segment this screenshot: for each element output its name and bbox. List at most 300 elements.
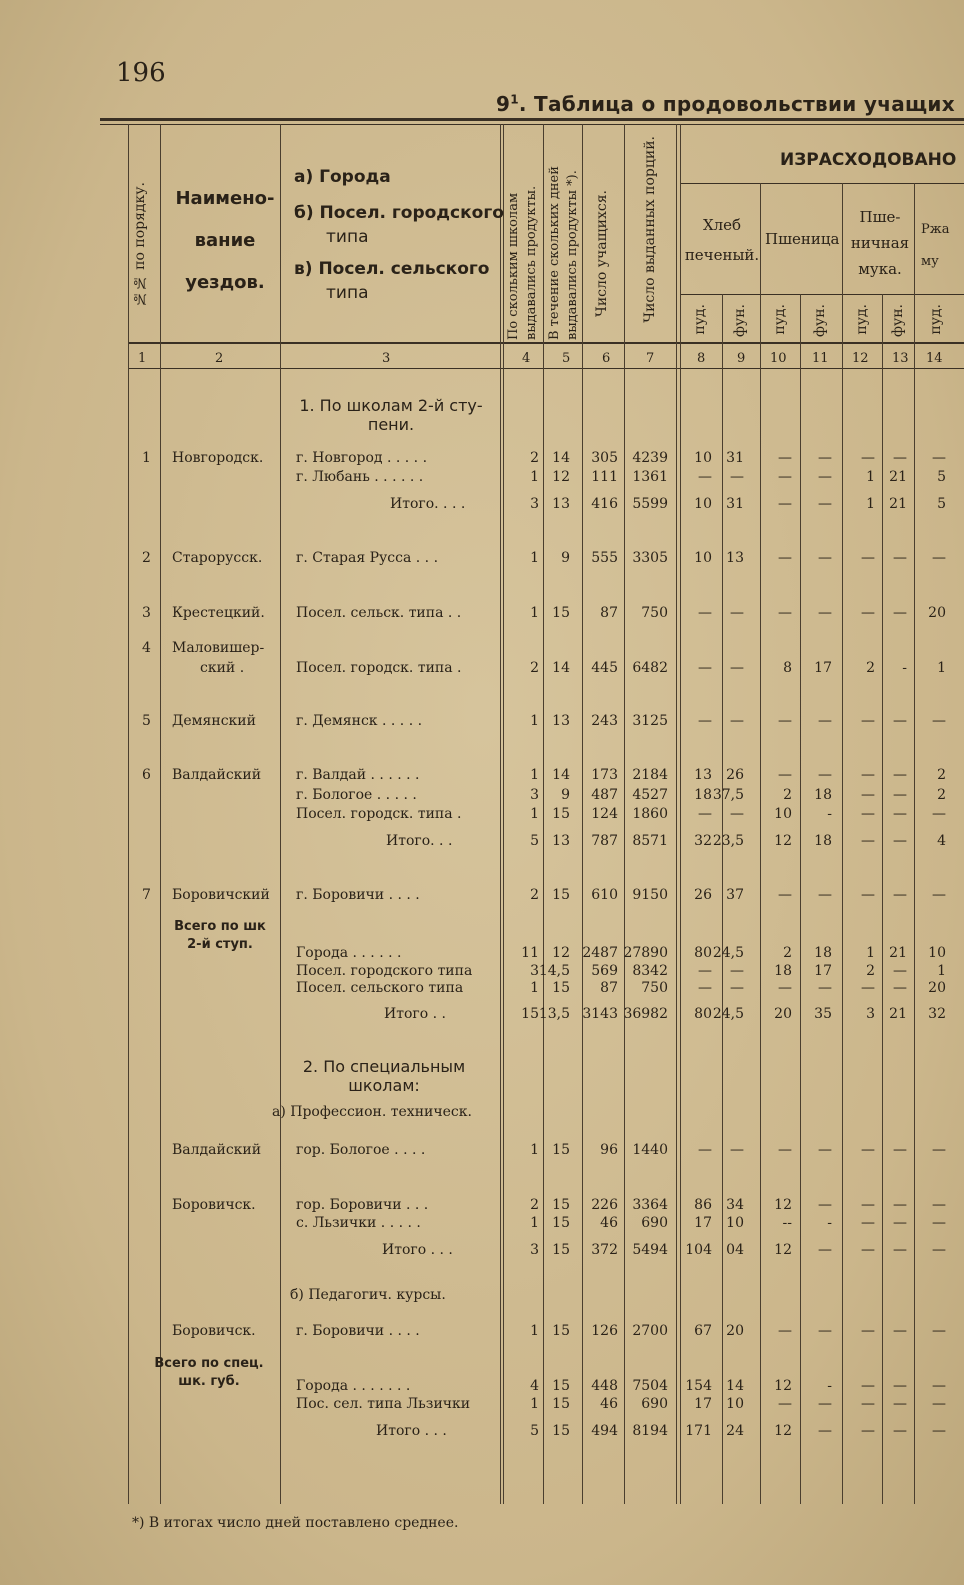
table-row: [0, 660, 964, 678]
cell-c8: 17: [694, 1396, 712, 1412]
cell-c11: —: [818, 980, 832, 996]
table-row: [0, 1323, 964, 1341]
top-rule: [100, 118, 964, 121]
cell-c5: 15: [552, 980, 570, 996]
cell-c8: 171: [685, 1423, 712, 1439]
cell-c5: 15: [552, 887, 570, 903]
cell-c12: —: [861, 1142, 875, 1158]
table-row: [0, 1142, 964, 1160]
cell-c5: 15: [552, 605, 570, 621]
cell-c11: —: [818, 1323, 832, 1339]
table-row: [0, 1378, 964, 1396]
spent-rule: [680, 183, 964, 184]
cell-c14: 4: [937, 833, 946, 849]
cell-c12: —: [861, 1323, 875, 1339]
footnote: *) В итогах число дней поставлено среднее.: [132, 1515, 459, 1531]
table-number: 9: [496, 92, 511, 116]
cell-c10: --: [782, 1215, 792, 1231]
cell-c14: 20: [928, 980, 946, 996]
cell-c4: 3: [530, 963, 539, 979]
cell-c6: 448: [591, 1378, 618, 1394]
cell-c4: 1: [530, 550, 539, 566]
cell-c8: 32: [694, 833, 712, 849]
cell-c5: 13: [552, 833, 570, 849]
colnum: 14: [926, 351, 943, 366]
cell-c7: 1361: [632, 469, 668, 485]
cell-c8: —: [698, 469, 712, 485]
cell-c10: 12: [774, 1197, 792, 1213]
cell-c9: 26: [726, 767, 744, 783]
cell-c13: —: [893, 787, 907, 803]
cell-c6: 46: [600, 1396, 618, 1412]
cell-c8: 86: [694, 1197, 712, 1213]
cell-c9: 23,5: [712, 833, 744, 849]
cell-c3: гор. Бологое . . . .: [296, 1142, 426, 1158]
cell-c10: 12: [774, 1378, 792, 1394]
cell-c6: 87: [600, 980, 618, 996]
cell-c10: 2: [783, 787, 792, 803]
table-row: [0, 550, 964, 568]
cell-c4: 1: [530, 806, 539, 822]
table-row: [0, 496, 964, 514]
cell-c5: 14: [552, 660, 570, 676]
cell-c12: —: [861, 887, 875, 903]
header-wheat-flour-l2: ничная: [850, 234, 910, 252]
header-wheat-flour-l3: мука.: [858, 260, 902, 278]
header-col7: Число выданных порций.: [642, 136, 658, 323]
cell-c12: —: [861, 450, 875, 466]
cell-c14: 1: [937, 963, 946, 979]
cell-c11: 17: [814, 660, 832, 676]
cell-c6: 555: [591, 550, 618, 566]
cell-c10: —: [778, 767, 792, 783]
cell-c4: 11: [521, 945, 539, 961]
cell-c7: 8194: [632, 1423, 668, 1439]
table-row: [0, 833, 964, 851]
cell-c2: Валдайский: [172, 1142, 262, 1158]
cell-c14: —: [932, 1242, 946, 1258]
cell-c4: 3: [530, 496, 539, 512]
cell-c9: 04: [726, 1242, 744, 1258]
cell-c12: —: [861, 1215, 875, 1231]
cell-c12: —: [861, 550, 875, 566]
cell-c3: Города . . . . . . .: [296, 1378, 411, 1394]
cell-c9: 13: [726, 550, 744, 566]
unit-pud-8: пуд.: [692, 304, 708, 335]
cell-c8: 80: [694, 945, 712, 961]
colnum: 5: [562, 351, 571, 366]
cell-c3: Посел. сельск. типа . .: [296, 605, 462, 621]
cell-c12: —: [861, 1423, 875, 1439]
header-spent: ИЗРАСХОДОВАНО: [780, 150, 957, 170]
cell-c12: —: [861, 980, 875, 996]
cell-c7: 5494: [632, 1242, 668, 1258]
cell-c7: 36982: [623, 1006, 668, 1022]
cell-c2: Маловишер-: [172, 640, 265, 656]
cell-c7: 690: [641, 1396, 668, 1412]
total1-l2: 2-й ступ.: [187, 937, 253, 952]
cell-c8: —: [698, 1142, 712, 1158]
cell-c14: 2: [937, 767, 946, 783]
cell-c9: 10: [726, 1396, 744, 1412]
table-row: [0, 469, 964, 487]
cell-c11: -: [827, 1215, 832, 1231]
cell-c3: гор. Боровичи . . .: [296, 1197, 429, 1213]
table-row: [0, 980, 964, 998]
cell-c14: 5: [937, 496, 946, 512]
cell-c12: —: [861, 605, 875, 621]
table-row: [0, 605, 964, 623]
cell-c5: 15: [552, 806, 570, 822]
cell-c5: 15: [552, 1396, 570, 1412]
colnum: 3: [382, 351, 391, 366]
cell-c13: —: [893, 887, 907, 903]
cell-c10: —: [778, 605, 792, 621]
table-row: [0, 1197, 964, 1215]
cell-c8: —: [698, 963, 712, 979]
cell-c13: 21: [889, 496, 907, 512]
cell-c11: —: [818, 1423, 832, 1439]
cell-c7: 3364: [632, 1197, 668, 1213]
header-col1: №№ по порядку.: [132, 182, 148, 307]
cell-c1: 2: [142, 550, 151, 566]
cell-c3: г. Боровичи . . . .: [296, 887, 420, 903]
cell-c9: 34: [726, 1197, 744, 1213]
cell-c6: 445: [591, 660, 618, 676]
cell-c9: 37,5: [712, 787, 744, 803]
cell-c10: —: [778, 887, 792, 903]
cell-c2: Боровичск.: [172, 1197, 256, 1213]
cell-c13: —: [893, 980, 907, 996]
table-row: [0, 806, 964, 824]
cell-c3: г. Старая Русса . . .: [296, 550, 439, 566]
cell-c11: —: [818, 1142, 832, 1158]
cell-c14: —: [932, 806, 946, 822]
cell-c10: 8: [783, 660, 792, 676]
cell-c2: Демянский: [172, 713, 256, 729]
cell-c7: 8342: [632, 963, 668, 979]
cell-c4: 5: [530, 1423, 539, 1439]
cell-c13: —: [893, 806, 907, 822]
cell-c8: 104: [685, 1242, 712, 1258]
cell-c3: г. Валдай . . . . . .: [296, 767, 420, 783]
cell-c2: Крестецкий.: [172, 605, 265, 621]
cell-c7: 5599: [632, 496, 668, 512]
table-row: [0, 1396, 964, 1414]
cell-c13: —: [893, 963, 907, 979]
total2-l1: Всего по спец.: [154, 1356, 264, 1371]
cell-c3: Итого . . .: [376, 1423, 447, 1439]
cell-c8: 17: [694, 1215, 712, 1231]
cell-c11: —: [818, 496, 832, 512]
cell-c8: —: [698, 605, 712, 621]
cell-c14: 20: [928, 605, 946, 621]
cell-c6: 416: [591, 496, 618, 512]
cell-c12: 1: [866, 496, 875, 512]
cell-c2: Новгородск.: [172, 450, 264, 466]
cell-c11: 17: [814, 963, 832, 979]
cell-c3: Посел. городского типа: [296, 963, 473, 979]
cell-c2: ский .: [200, 660, 245, 676]
cell-c5: 14: [552, 767, 570, 783]
cell-c7: 6482: [632, 660, 668, 676]
unit-pud-12: пуд.: [854, 304, 870, 335]
cell-c7: 2184: [632, 767, 668, 783]
cell-c9: 24: [726, 1423, 744, 1439]
header-wheat: Пшеница: [765, 230, 840, 248]
cell-c10: —: [778, 496, 792, 512]
table-title-text: Таблица о продовольствии учащих: [534, 92, 955, 116]
cell-c10: —: [778, 980, 792, 996]
cell-c11: —: [818, 469, 832, 485]
cell-c8: —: [698, 713, 712, 729]
header-col6: Число учащихся.: [594, 190, 610, 317]
cell-c12: —: [861, 806, 875, 822]
cell-c14: —: [932, 450, 946, 466]
table-row: [0, 887, 964, 905]
cell-c10: 2: [783, 945, 792, 961]
total2-l2: шк. губ.: [178, 1374, 240, 1389]
unit-fun-11: фун.: [812, 304, 828, 337]
subsection-a: а) Профессион. техническ.: [272, 1104, 472, 1120]
cell-c11: —: [818, 550, 832, 566]
cell-c3: Пос. сел. типа Льзички: [296, 1396, 471, 1412]
cell-c7: 750: [641, 605, 668, 621]
colnum: 1: [138, 351, 147, 366]
colnum: 13: [892, 351, 909, 366]
cell-c13: —: [893, 767, 907, 783]
cell-c9: 31: [726, 450, 744, 466]
cell-c12: —: [861, 1197, 875, 1213]
cell-c4: 1: [530, 605, 539, 621]
unit-pud-14: пуд.: [928, 304, 944, 335]
cell-c5: 12: [552, 469, 570, 485]
table-row: [0, 787, 964, 805]
cell-c7: 8571: [632, 833, 668, 849]
header-col3: [294, 165, 504, 305]
table-row: [0, 713, 964, 731]
total1-l1: Всего по шк: [174, 919, 266, 934]
colnum: 12: [852, 351, 869, 366]
cell-c2: Боровичский: [172, 887, 270, 903]
cell-c5: 12: [552, 945, 570, 961]
cell-c12: —: [861, 1378, 875, 1394]
unit-fun-13: фун.: [890, 304, 906, 337]
section1-l1: 1. По школам 2-й сту-: [299, 396, 483, 415]
cell-c13: —: [893, 1323, 907, 1339]
cell-c5: 13: [552, 496, 570, 512]
cell-c9: 24,5: [712, 1006, 744, 1022]
colnum: 7: [646, 351, 655, 366]
table-row: [0, 450, 964, 468]
cell-c5: 15: [552, 1242, 570, 1258]
colnum: 6: [602, 351, 611, 366]
section-title-2: [284, 1057, 484, 1095]
header-col3-c2: типа: [326, 283, 369, 303]
table-row: [0, 1242, 964, 1260]
colnum: 2: [215, 351, 224, 366]
cell-c1: 1: [142, 450, 151, 466]
cell-c13: —: [893, 450, 907, 466]
header-wheat-flour-l1: Пше-: [859, 208, 901, 226]
cell-c14: —: [932, 550, 946, 566]
cell-c3: Посел. сельского типа: [296, 980, 464, 996]
cell-c7: 3125: [632, 713, 668, 729]
section1-l2: пени.: [367, 415, 415, 434]
cell-c6: 46: [600, 1215, 618, 1231]
cell-c6: 173: [591, 767, 618, 783]
table-row: [0, 963, 964, 981]
subsection-b: б) Педагогич. курсы.: [290, 1287, 446, 1303]
cell-c4: 15: [521, 1006, 539, 1022]
cell-c11: 35: [814, 1006, 832, 1022]
cell-c8: —: [698, 660, 712, 676]
cell-c8: —: [698, 980, 712, 996]
cell-c6: 126: [591, 1323, 618, 1339]
cell-c12: —: [861, 1242, 875, 1258]
cell-c1: 5: [142, 713, 151, 729]
cell-c12: —: [861, 787, 875, 803]
cell-c5: 9: [561, 787, 570, 803]
cell-c1: 6: [142, 767, 151, 783]
cell-c6: 111: [591, 469, 618, 485]
header-rye-l2: му: [921, 254, 939, 269]
cell-c10: —: [778, 450, 792, 466]
header-col3-c1: в) Посел. сельского: [294, 259, 490, 279]
cell-c13: —: [893, 1378, 907, 1394]
cell-c10: 12: [774, 1423, 792, 1439]
cell-c14: 1: [937, 660, 946, 676]
cell-c10: 10: [774, 806, 792, 822]
cell-c4: 1: [530, 713, 539, 729]
cell-c5: 9: [561, 550, 570, 566]
cell-c4: 1: [530, 1142, 539, 1158]
cell-c4: 1: [530, 980, 539, 996]
unit-fun-9: фун.: [732, 304, 748, 337]
cell-c2: Боровичск.: [172, 1323, 256, 1339]
cell-c14: —: [932, 1197, 946, 1213]
cell-c3: г. Боровичи . . . .: [296, 1323, 420, 1339]
cell-c5: 15: [552, 1423, 570, 1439]
cell-c14: —: [932, 1378, 946, 1394]
colnum-rule: [128, 368, 964, 369]
cell-c13: -: [902, 660, 907, 676]
cell-c6: 305: [591, 450, 618, 466]
cell-c4: 2: [530, 887, 539, 903]
cell-c3: г. Демянск . . . . .: [296, 713, 423, 729]
cell-c4: 4: [530, 1378, 539, 1394]
unit-pud-10: пуд.: [772, 304, 788, 335]
cell-c10: —: [778, 550, 792, 566]
cell-c8: 13: [694, 767, 712, 783]
cell-c14: —: [932, 1396, 946, 1412]
cell-c10: 12: [774, 1242, 792, 1258]
header-bottom-rule: [128, 342, 964, 344]
cell-c12: —: [861, 713, 875, 729]
cell-c14: 10: [928, 945, 946, 961]
header-col3-b1: б) Посел. городского: [294, 203, 504, 223]
cell-c6: 787: [591, 833, 618, 849]
header-bread-l1: Хлеб: [702, 216, 742, 234]
cell-c14: —: [932, 1323, 946, 1339]
cell-c6: 569: [591, 963, 618, 979]
cell-c12: 2: [866, 660, 875, 676]
cell-c6: 610: [591, 887, 618, 903]
cell-c4: 1: [530, 1323, 539, 1339]
cell-c4: 3: [530, 1242, 539, 1258]
table-row: [0, 1423, 964, 1441]
cell-c6: 243: [591, 713, 618, 729]
cell-c11: —: [818, 605, 832, 621]
cell-c4: 3: [530, 787, 539, 803]
cell-c12: 1: [866, 469, 875, 485]
cell-c13: 21: [889, 945, 907, 961]
cell-c6: 124: [591, 806, 618, 822]
cell-c2: Старорусск.: [172, 550, 263, 566]
header-col5: В течение скольких дней выдавались продукты *).: [547, 166, 580, 340]
table-row: [0, 767, 964, 785]
cell-c9: 14: [726, 1378, 744, 1394]
cell-c13: —: [893, 1142, 907, 1158]
cell-c9: —: [730, 963, 744, 979]
cell-c7: 690: [641, 1215, 668, 1231]
cell-c14: 32: [928, 1006, 946, 1022]
cell-c6: 494: [591, 1423, 618, 1439]
cell-c11: —: [818, 713, 832, 729]
cell-c5: 13: [552, 713, 570, 729]
header-col2-line2: вание: [194, 230, 256, 251]
cell-c4: 1: [530, 1396, 539, 1412]
cell-c13: 21: [889, 1006, 907, 1022]
cell-c9: —: [730, 980, 744, 996]
colnum: 4: [522, 351, 531, 366]
cell-c9: 37: [726, 887, 744, 903]
cell-c9: —: [730, 660, 744, 676]
cell-c6: 487: [591, 787, 618, 803]
cell-c8: 10: [694, 496, 712, 512]
header-col2-line1: Наимено-: [175, 188, 275, 209]
cell-c9: 20: [726, 1323, 744, 1339]
colnum: 11: [812, 351, 829, 366]
cell-c4: 1: [530, 767, 539, 783]
cell-c5: 14: [552, 450, 570, 466]
header-col2: [175, 178, 275, 304]
cell-c11: -: [827, 806, 832, 822]
cell-c11: —: [818, 887, 832, 903]
cell-c4: 2: [530, 450, 539, 466]
cell-c6: 87: [600, 605, 618, 621]
cell-c13: —: [893, 833, 907, 849]
cell-c7: 1860: [632, 806, 668, 822]
cell-c11: —: [818, 1396, 832, 1412]
cell-c7: 9150: [632, 887, 668, 903]
cell-c13: —: [893, 1215, 907, 1231]
cell-c9: —: [730, 1142, 744, 1158]
cell-c6: 3143: [582, 1006, 618, 1022]
colnum: 8: [697, 351, 706, 366]
cell-c3: Итого. . .: [386, 833, 453, 849]
cell-c13: —: [893, 713, 907, 729]
cell-c8: 10: [694, 550, 712, 566]
cell-c8: 80: [694, 1006, 712, 1022]
cell-c3: г. Бологое . . . . .: [296, 787, 417, 803]
header-col3-b2: типа: [326, 227, 369, 247]
cell-c13: —: [893, 1423, 907, 1439]
cell-c7: 4239: [632, 450, 668, 466]
cell-c12: —: [861, 767, 875, 783]
cell-c3: Города . . . . . .: [296, 945, 402, 961]
cell-c8: 154: [685, 1378, 712, 1394]
